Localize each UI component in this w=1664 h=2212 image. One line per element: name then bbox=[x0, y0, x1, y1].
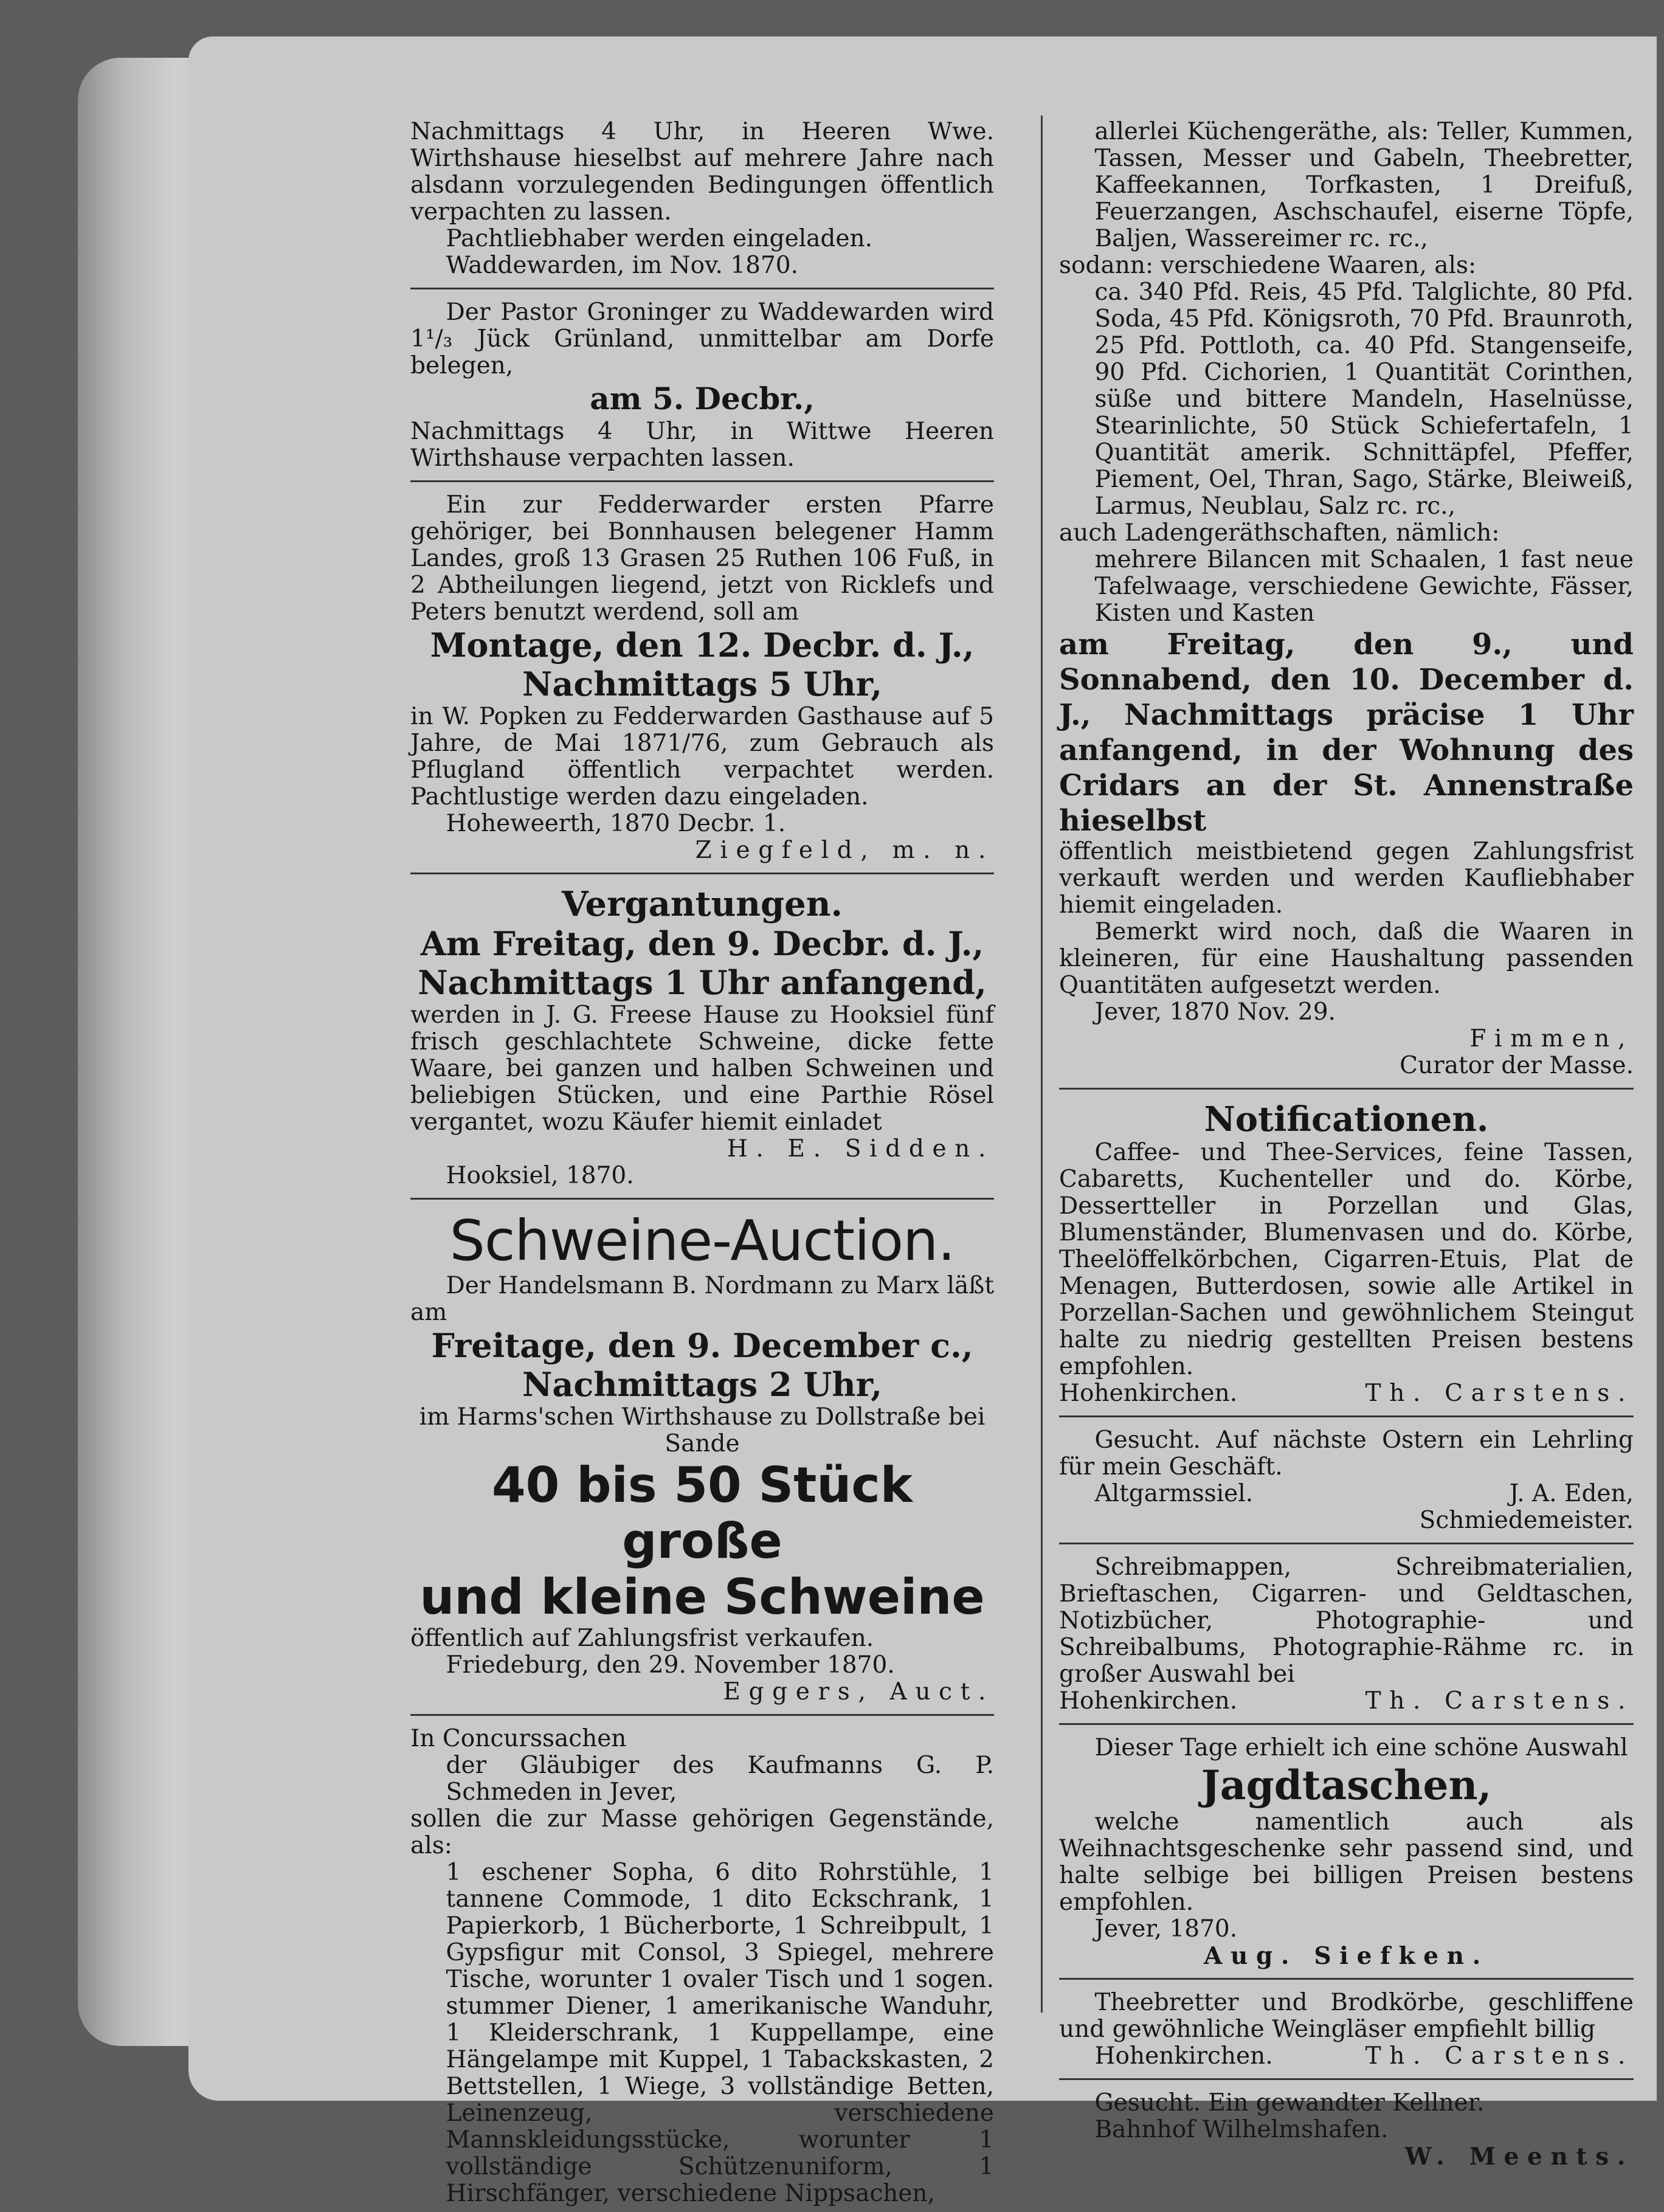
ad-text: mehrere Bilancen mit Schaalen, 1 fast neue Tafelwaage, verschiedene Gewichte, Fässer, Kisten und Kasten bbox=[1094, 546, 1634, 627]
divider bbox=[1059, 2078, 1634, 2080]
ad-place: Hohenkirchen. bbox=[1059, 1380, 1238, 1407]
ad-schreibmappen bbox=[1059, 1548, 1634, 1719]
ad-text: Dieser Tage erhielt ich eine schöne Auswahl bbox=[1094, 1734, 1628, 1761]
ad-text: in W. Popken zu Fedderwarden Gasthause auf 5 Jahre, de Mai 1871/76, zum Gebrauch als Pflugland öffentlich verpachtet werden. Pachtlustige werden dazu eingeladen. bbox=[410, 703, 994, 810]
ad-vergantungen bbox=[410, 878, 994, 1194]
ad-signature: H. E. Sidden. bbox=[727, 1135, 994, 1163]
ad-lehrling-gesucht bbox=[1059, 1421, 1634, 1539]
ad-place: Altgarmssiel. bbox=[1094, 1480, 1254, 1507]
ad-concurs-continued bbox=[1059, 112, 1634, 1084]
ad-place: Hooksiel, 1870. bbox=[446, 1162, 634, 1189]
ad-time: Nachmittags 2 Uhr, bbox=[522, 1365, 883, 1404]
ad-text: 1 eschener Sopha, 6 dito Rohrstühle, 1 tannene Commode, 1 dito Eckschrank, 1 Papierkorb, 1 Bücherborte, 1 Schreibpult, 1 Gypsfigur mit Consol, 3 Spiegel, mehrere Tische, worunter 1 ovaler Tisch und 1 sogen. stummer Diener, 1 amerikanische Wanduhr, 1 Kleiderschrank, 1 Kuppellampe, eine Hängelampe mit Kuppel, 1 Tabackskasten, 2 Bettstellen, 1 Wiege, 3 vollständige Betten, Leinenzeug, verschiedene Mannskleidungsstücke, worunter 1 vollständige Schützenuniform, 1 Hirschfänger, verschiedene Nippsachen, bbox=[446, 1859, 994, 2207]
divider bbox=[1059, 1723, 1634, 1725]
divider bbox=[410, 873, 994, 874]
ad-headline: und kleine Schweine bbox=[419, 1569, 985, 1625]
ad-kellner-gesucht bbox=[1059, 2084, 1634, 2175]
section-heading: Vergantungen. bbox=[562, 884, 843, 924]
column-divider bbox=[1041, 116, 1043, 2013]
divider bbox=[410, 288, 994, 289]
ad-text: Nachmittags 4 Uhr, in Heeren Wwe. Wirthshause hieselbst auf mehrere Jahre nach alsdann vorzulegenden Bedingungen öffentlich verpachten zu lassen. bbox=[410, 118, 994, 226]
ad-fedderwarden-pfarre bbox=[410, 486, 994, 869]
ad-signature: Th. Carstens. bbox=[1365, 2042, 1634, 2070]
ad-signature: Th. Carstens. bbox=[1365, 1687, 1634, 1715]
ad-text: Gesucht. Ein gewandter Kellner. bbox=[1094, 2089, 1485, 2117]
ad-pastor-groninger bbox=[410, 293, 994, 477]
ad-date: Freitage, den 9. December c., bbox=[431, 1326, 973, 1365]
divider bbox=[410, 480, 994, 482]
ad-text: ca. 340 Pfd. Reis, 45 Pfd. Talglichte, 80 Pfd. Soda, 45 Pfd. Königsroth, 70 Pfd. Braunroth, 25 Pfd. Pottloth, ca. 40 Pfd. Stangenseife, 90 Pfd. Cichorien, 1 Quantität Corinthen, süße und bittere Mandeln, Haselnüsse, Stearinlichte, 50 Stück Schiefertafeln, 1 Quantität amerik. Schnittäpfel, Pfeffer, Piement, Oel, Thran, Sago, Stärke, Bleiweiß, Larmus, Neublau, Salz rc. rc., bbox=[1094, 278, 1634, 520]
divider bbox=[1059, 1978, 1634, 1980]
ad-signature-title: Schmiedemeister. bbox=[1419, 1507, 1634, 1534]
ad-time: Nachmittags 1 Uhr anfangend, bbox=[418, 963, 987, 1002]
ad-lease-waddewarden bbox=[410, 112, 994, 284]
divider bbox=[410, 1198, 994, 1200]
ad-place: Bahnhof Wilhelmshafen. bbox=[1094, 2116, 1389, 2143]
ad-text: sollen die zur Masse gehörigen Gegenstände, als: bbox=[410, 1805, 994, 1859]
ad-text: Nachmittags 4 Uhr, in Wittwe Heeren Wirthshause verpachten lassen. bbox=[410, 418, 994, 472]
ad-schweine-auction bbox=[410, 1203, 994, 1710]
ad-text: Caffee- und Thee-Services, feine Tassen, Cabaretts, Kuchenteller und do. Körbe, Dessertteller in Porzellan und Glas, Blumenständer, Blumenvasen und do. Körbe, Theelöffelkörbchen, Cigarren-Etuis, Plat de Menagen, Butterdosen, sowie alle Artikel in Porzellan-Sachen und gewöhnlichem Steingut halte zu niedrig gestellten Preisen bestens empfohlen. bbox=[1059, 1139, 1634, 1380]
ad-date: Am Freitag, den 9. Decbr. d. J., bbox=[420, 924, 984, 963]
ad-time: Nachmittags 5 Uhr, bbox=[522, 665, 883, 703]
ad-footer bbox=[1059, 1380, 1634, 1407]
ad-text: werden in J. G. Freese Hause zu Hooksiel fünf frisch geschlachtete Schweine, dicke fette Waare, bei ganzen und halben Schweinen und beliebigen Stücken, und eine Parthie Rösel vergantet, wozu Käufer hiemit einladet bbox=[410, 1001, 994, 1136]
divider bbox=[410, 1714, 994, 1716]
ad-place: Hohenkirchen. bbox=[1059, 1687, 1238, 1715]
ad-theebretter bbox=[1059, 1983, 1634, 2075]
ad-concurs bbox=[410, 1719, 994, 2212]
ad-text: Bemerkt wird noch, daß die Waaren in kleineren, für eine Haushaltung passenden Quantitäten aufgesetzt werden. bbox=[1059, 918, 1634, 999]
ad-place: Hohenkirchen. bbox=[1094, 2042, 1273, 2070]
ad-date: Montage, den 12. Decbr. d. J., bbox=[430, 626, 975, 665]
ad-headline: 40 bis 50 Stück große bbox=[492, 1457, 913, 1569]
ad-note: Pachtliebhaber werden eingeladen. bbox=[446, 225, 872, 252]
ad-footer bbox=[1059, 2043, 1634, 2070]
ad-signature: Ziegfeld, m. n. bbox=[695, 837, 994, 864]
ad-text: Gesucht. Auf nächste Ostern ein Lehrling für mein Geschäft. bbox=[1059, 1426, 1634, 1481]
ad-signature: Fimmen, bbox=[1469, 1025, 1634, 1052]
ad-headline: Jagdtaschen, bbox=[1201, 1761, 1492, 1809]
ad-signature: Th. Carstens. bbox=[1365, 1380, 1634, 1407]
ad-signature: J. A. Eden, bbox=[1509, 1480, 1634, 1507]
ad-place: Waddewarden, im Nov. 1870. bbox=[446, 252, 798, 279]
section-heading: Notificationen. bbox=[1204, 1099, 1489, 1139]
ad-place: Jever, 1870. bbox=[1094, 1915, 1238, 1943]
ad-text: öffentlich meistbietend gegen Zahlungsfrist verkauft werden und werden Kaufliebhaber hiemit eingeladen. bbox=[1059, 838, 1634, 919]
ad-location: im Harms'schen Wirthshause zu Dollstraße bei Sande bbox=[419, 1403, 986, 1457]
ad-place: Jever, 1870 Nov. 29. bbox=[1094, 998, 1336, 1026]
ad-text: welche namentlich auch als Weihnachtsgeschenke sehr passend sind, und halte selbige bei billigen Preisen bestens empfohlen. bbox=[1059, 1808, 1634, 1916]
ad-place: Hoheweerth, 1870 Decbr. 1. bbox=[446, 810, 786, 837]
divider bbox=[1059, 1543, 1634, 1544]
ad-text: sodann: verschiedene Waaren, als: bbox=[1059, 252, 1477, 279]
section-heading: Schweine-Auction. bbox=[449, 1208, 955, 1273]
ad-text: Theebretter und Brodkörbe, geschliffene und gewöhnliche Weingläser empfiehlt billig bbox=[1059, 1989, 1634, 2043]
ad-text: der Gläubiger des Kaufmanns G. P. Schmeden in Jever, bbox=[446, 1752, 994, 1806]
ad-place: Friedeburg, den 29. November 1870. bbox=[446, 1651, 895, 1679]
left-column bbox=[410, 112, 994, 2212]
ad-text: Der Handelsmann B. Nordmann zu Marx läßt am bbox=[410, 1272, 994, 1326]
ad-footer bbox=[1059, 1481, 1634, 1507]
ad-date: am Freitag, den 9., und Sonnabend, den 10. December d. J., Nachmittags präcise 1 Uhr anfangend, in der Wohnung des Cridars an der St. Annenstraße hieselbst bbox=[1059, 627, 1634, 838]
ad-text: In Concurssachen bbox=[410, 1725, 627, 1752]
ad-date: am 5. Decbr., bbox=[590, 381, 815, 416]
ad-signature-title: Curator der Masse. bbox=[1400, 1052, 1634, 1079]
ad-signature: Eggers, Auct. bbox=[723, 1678, 994, 1706]
ad-text: öffentlich auf Zahlungsfrist verkaufen. bbox=[410, 1625, 874, 1652]
ad-text: Ein zur Fedderwarder ersten Pfarre gehöriger, bei Bonnhausen belegener Hamm Landes, groß 13 Grasen 25 Ruthen 106 Fuß, in 2 Abtheilungen liegend, jetzt von Ricklefs und Peters benutzt werdend, soll am bbox=[410, 491, 994, 626]
ad-text: Schreibmappen, Schreibmaterialien, Brieftaschen, Cigarren- und Geldtaschen, Notizbücher, Photographie- und Schreibalbums, Photographie-Rähme rc. in großer Auswahl bei bbox=[1059, 1554, 1634, 1688]
ad-signature: Aug. Siefken. bbox=[1204, 1942, 1489, 1970]
ad-notificationen bbox=[1059, 1093, 1634, 1412]
ad-text: auch Ladengeräthschaften, nämlich: bbox=[1059, 519, 1500, 547]
ad-jagdtaschen bbox=[1059, 1729, 1634, 1974]
ad-signature: W. Meents. bbox=[1404, 2143, 1634, 2171]
divider bbox=[1059, 1415, 1634, 1417]
ad-text: allerlei Küchengeräthe, als: Teller, Kummen, Tassen, Messer und Gabeln, Theebretter, Kaffeekannen, Torfkasten, 1 Dreifuß, Feuerzangen, Aschschaufel, eiserne Töpfe, Baljen, Wassereimer rc. rc., bbox=[1094, 118, 1634, 252]
ad-footer bbox=[1059, 1688, 1634, 1715]
divider bbox=[1059, 1088, 1634, 1090]
ad-text: Der Pastor Groninger zu Waddewarden wird 1¹/₃ Jück Grünland, unmittelbar am Dorfe belegen, bbox=[410, 299, 994, 379]
right-column bbox=[1059, 112, 1634, 2175]
